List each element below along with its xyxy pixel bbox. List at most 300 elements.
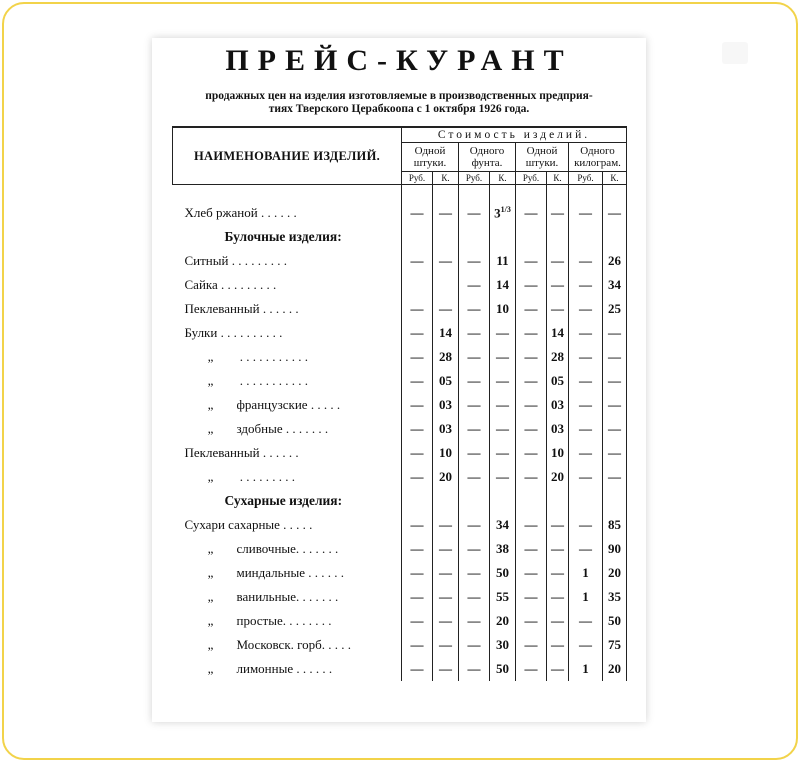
price-value: — (551, 205, 564, 220)
item-name-cell (173, 249, 402, 273)
price-cell (547, 609, 569, 633)
price-value: 10 (496, 301, 509, 316)
price-cell (603, 633, 627, 657)
leader-dots: . . . . . . . (289, 613, 332, 628)
price-value: — (496, 349, 509, 364)
price-value: — (524, 637, 538, 652)
price-cell (490, 537, 516, 561)
price-cell (516, 345, 547, 369)
item-name-cell (173, 369, 402, 393)
table-row (173, 609, 627, 633)
empty-cell (490, 225, 516, 249)
empty-cell (433, 489, 459, 513)
leader-dots: . . . . . (283, 517, 313, 532)
price-value: — (524, 349, 538, 364)
price-value: — (410, 253, 424, 268)
ditto-mark: „ (207, 565, 214, 580)
item-name-cell (173, 321, 402, 345)
price-value: — (410, 349, 424, 364)
price-value: 11 (496, 253, 509, 268)
price-cell (490, 249, 516, 273)
price-value: — (579, 205, 592, 220)
price-value: — (524, 661, 538, 676)
price-value: — (467, 541, 481, 556)
price-cell (547, 393, 569, 417)
price-value: 20 (551, 469, 564, 484)
table-row (173, 657, 627, 681)
price-cell (433, 609, 459, 633)
price-cell (459, 201, 490, 225)
price-cell (490, 633, 516, 657)
price-cell (433, 561, 459, 585)
price-cell (603, 201, 627, 225)
price-value: 1 (582, 565, 589, 580)
price-value: — (524, 277, 538, 292)
table-row (173, 369, 627, 393)
price-value: — (551, 661, 564, 676)
price-value: — (551, 277, 564, 292)
price-value: 25 (608, 301, 621, 316)
price-value: — (496, 325, 509, 340)
price-value: — (467, 445, 481, 460)
price-cell (433, 249, 459, 273)
price-value: — (551, 301, 564, 316)
item-name: сливочные. (236, 541, 300, 556)
price-cell (433, 513, 459, 537)
price-value: — (608, 205, 621, 220)
ditto-mark: „ (207, 349, 214, 364)
item-name: Сухари сахарные (184, 517, 280, 532)
price-cell (459, 465, 490, 489)
leader-dots: . . . . . . . . . . . (239, 349, 308, 364)
price-cell (569, 513, 603, 537)
price-cell (402, 201, 433, 225)
price-value: — (551, 637, 564, 652)
price-cell (569, 393, 603, 417)
ditto-mark: „ (207, 469, 214, 484)
empty-cell (459, 225, 490, 249)
price-cell (603, 465, 627, 489)
price-value: — (524, 205, 538, 220)
item-name: Ситный (184, 253, 229, 268)
price-cell (459, 441, 490, 465)
table-row (173, 513, 627, 537)
price-value: — (467, 301, 481, 316)
price-cell (603, 441, 627, 465)
header-currency-rub: Руб. (459, 172, 490, 185)
price-cell (433, 537, 459, 561)
price-cell (490, 297, 516, 321)
table-row (173, 417, 627, 441)
ditto-mark: „ (207, 661, 214, 676)
price-cell (490, 273, 516, 297)
empty-cell (459, 489, 490, 513)
price-cell (459, 537, 490, 561)
price-value: — (439, 589, 452, 604)
price-value: — (467, 589, 481, 604)
leader-dots: . . . . . . . . . (239, 469, 295, 484)
price-cell (459, 345, 490, 369)
price-value: — (410, 205, 424, 220)
price-value: 10 (551, 445, 564, 460)
price-cell (433, 345, 459, 369)
price-value: — (496, 421, 509, 436)
price-value: — (524, 253, 538, 268)
leader-dots: . . . . . . (262, 445, 299, 460)
item-name-cell (173, 417, 402, 441)
price-value: 50 (608, 613, 621, 628)
price-cell (547, 345, 569, 369)
leader-dots: . . . . . . . (285, 421, 329, 436)
price-value: — (579, 349, 592, 364)
item-name-cell (173, 441, 402, 465)
empty-cell (490, 489, 516, 513)
price-value: 28 (439, 349, 452, 364)
price-value: — (524, 301, 538, 316)
fraction-value: 1/3 (500, 204, 511, 214)
price-cell (433, 369, 459, 393)
header-currency-kop: К. (603, 172, 627, 185)
price-cell (433, 201, 459, 225)
price-value: — (467, 421, 481, 436)
price-cell (569, 201, 603, 225)
price-value: — (410, 661, 424, 676)
price-value: — (467, 349, 481, 364)
price-cell (459, 513, 490, 537)
price-cell (547, 585, 569, 609)
item-name: ванильные. (236, 589, 300, 604)
price-cell (603, 345, 627, 369)
price-cell (433, 393, 459, 417)
section-heading: Булочные изделия: (224, 229, 342, 244)
price-cell (402, 465, 433, 489)
price-cell (516, 585, 547, 609)
price-value: — (579, 637, 592, 652)
price-cell (569, 345, 603, 369)
faint-corner-mark (722, 42, 748, 64)
price-value: 30 (496, 637, 509, 652)
price-value: 50 (496, 565, 509, 580)
item-name-cell (173, 609, 402, 633)
price-cell (516, 273, 547, 297)
price-cell (547, 297, 569, 321)
price-value: — (524, 469, 538, 484)
table-row (173, 561, 627, 585)
price-value: — (496, 373, 509, 388)
price-cell (516, 369, 547, 393)
price-cell (569, 585, 603, 609)
price-value: — (410, 565, 424, 580)
price-cell (516, 201, 547, 225)
leader-dots: . . . . . . (302, 541, 339, 556)
price-cell (433, 657, 459, 681)
price-value: — (467, 613, 481, 628)
price-cell (569, 561, 603, 585)
empty-cell (433, 225, 459, 249)
price-cell (569, 417, 603, 441)
subtitle-line-1: продажных цен на изделия изготовляемые в производственных предприя- (205, 90, 593, 102)
price-cell (402, 417, 433, 441)
header-unit-pound: Одного фунта. (459, 143, 516, 172)
price-cell (459, 393, 490, 417)
ditto-mark: „ (207, 637, 214, 652)
price-cell (490, 369, 516, 393)
price-value: — (524, 517, 538, 532)
price-cell (490, 441, 516, 465)
price-value: — (608, 349, 621, 364)
price-cell (402, 273, 433, 297)
price-value: — (579, 325, 592, 340)
price-value: 1 (582, 589, 589, 604)
price-cell (433, 585, 459, 609)
price-cell (402, 441, 433, 465)
item-name: французские (236, 397, 308, 412)
price-value: — (524, 445, 538, 460)
price-value: 20 (439, 469, 452, 484)
table-row (173, 441, 627, 465)
price-value: — (467, 397, 481, 412)
empty-cell (547, 489, 569, 513)
price-cell (547, 201, 569, 225)
price-value: — (608, 469, 621, 484)
item-name: Московск. горб. (236, 637, 326, 652)
price-value: — (467, 205, 481, 220)
table-row (173, 297, 627, 321)
price-cell (433, 273, 459, 297)
price-cell (490, 201, 516, 225)
empty-cell (603, 225, 627, 249)
price-cell (433, 465, 459, 489)
price-cell (516, 537, 547, 561)
item-name: Булки (184, 325, 218, 340)
item-name-cell (173, 657, 402, 681)
header-name-column: НАИМЕНОВАНИЕ ИЗДЕЛИЙ. (173, 127, 402, 185)
header-currency-kop: К. (547, 172, 569, 185)
price-cell (402, 609, 433, 633)
leader-dots: . . . . . . . . . (221, 277, 277, 292)
price-cell (459, 321, 490, 345)
document-title: ПРЕЙС-КУРАНТ (225, 44, 573, 77)
item-name: простые. (236, 613, 286, 628)
price-value: — (524, 613, 538, 628)
price-cell (433, 417, 459, 441)
price-cell (547, 561, 569, 585)
header-currency-kop: К. (433, 172, 459, 185)
price-value: — (410, 469, 424, 484)
price-cell (516, 249, 547, 273)
price-cell (402, 537, 433, 561)
item-name: лимонные (236, 661, 294, 676)
price-cell (402, 369, 433, 393)
price-value: — (551, 613, 564, 628)
item-name-cell (173, 273, 402, 297)
price-value: — (467, 469, 481, 484)
price-cell (603, 393, 627, 417)
price-value: — (467, 565, 481, 580)
section-row (173, 225, 627, 249)
header-currency-rub: Руб. (402, 172, 433, 185)
price-value: 03 (551, 397, 564, 412)
price-cell (490, 585, 516, 609)
leader-dots: . . . . . . (262, 301, 299, 316)
price-cell (490, 561, 516, 585)
header-currency-rub: Руб. (516, 172, 547, 185)
price-value: — (579, 397, 592, 412)
price-value: 34 (496, 517, 509, 532)
price-cell (459, 657, 490, 681)
ditto-mark: „ (207, 373, 214, 388)
price-value: 03 (551, 421, 564, 436)
price-cell (569, 657, 603, 681)
price-value: — (410, 517, 424, 532)
price-value: — (410, 613, 424, 628)
price-value: — (410, 373, 424, 388)
price-value: — (524, 541, 538, 556)
item-name: здобные (236, 421, 283, 436)
price-value: 1 (582, 661, 589, 676)
price-cell (402, 249, 433, 273)
price-cell (547, 537, 569, 561)
price-value: — (551, 589, 564, 604)
price-value: — (551, 565, 564, 580)
header-unit-piece-2: Одной штуки. (516, 143, 569, 172)
leader-dots: . . . . . . . . . (231, 253, 287, 268)
ditto-mark: „ (207, 421, 214, 436)
price-value: 26 (608, 253, 621, 268)
price-cell (603, 369, 627, 393)
price-value: — (467, 373, 481, 388)
price-cell (402, 297, 433, 321)
price-cell (402, 513, 433, 537)
price-value: 55 (496, 589, 509, 604)
price-cell (433, 321, 459, 345)
leader-dots: . . . . . . . . . . (220, 325, 283, 340)
price-cell (603, 609, 627, 633)
price-cell (490, 657, 516, 681)
item-name-cell (173, 345, 402, 369)
price-cell (569, 321, 603, 345)
price-value: — (608, 421, 621, 436)
empty-cell (516, 489, 547, 513)
price-cell (402, 321, 433, 345)
price-value: 20 (496, 613, 509, 628)
price-value: — (524, 397, 538, 412)
empty-cell (402, 489, 433, 513)
price-value: — (439, 517, 452, 532)
header-unit-piece-1: Одной штуки. (402, 143, 459, 172)
leader-dots: . . . . . (310, 397, 341, 412)
price-value: — (551, 541, 564, 556)
empty-cell (516, 225, 547, 249)
price-value: — (439, 253, 452, 268)
price-value: — (524, 589, 538, 604)
price-cell (459, 609, 490, 633)
item-name-cell (173, 633, 402, 657)
price-cell (459, 561, 490, 585)
item-name: Сайка (184, 277, 218, 292)
price-cell (569, 465, 603, 489)
price-value: — (439, 637, 452, 652)
price-cell (433, 441, 459, 465)
price-cell (490, 345, 516, 369)
price-cell (569, 633, 603, 657)
price-cell (459, 273, 490, 297)
price-value: — (410, 421, 424, 436)
price-value: — (496, 469, 509, 484)
leader-dots: . . . . . . (260, 205, 297, 220)
price-cell (459, 417, 490, 441)
price-value: — (439, 301, 452, 316)
price-cell (516, 633, 547, 657)
header-currency-kop: К. (490, 172, 516, 185)
price-cell (569, 297, 603, 321)
price-value: 10 (439, 445, 452, 460)
price-cell (547, 657, 569, 681)
table-row (173, 201, 627, 225)
price-value: — (524, 325, 538, 340)
price-value: 50 (496, 661, 509, 676)
price-value: — (410, 301, 424, 316)
price-cell (603, 513, 627, 537)
price-cell (547, 321, 569, 345)
price-value: — (608, 325, 621, 340)
price-cell (433, 633, 459, 657)
price-cell (547, 633, 569, 657)
price-cell (459, 249, 490, 273)
document-page (152, 38, 646, 722)
table-row (173, 633, 627, 657)
price-cell (603, 297, 627, 321)
price-value: — (467, 253, 481, 268)
header-unit-kilogram: Одного килограм. (569, 143, 627, 172)
table-row (173, 345, 627, 369)
price-cell (547, 441, 569, 465)
item-name: Хлеб ржаной (184, 205, 258, 220)
price-value: 14 (496, 277, 509, 292)
item-name-cell (173, 465, 402, 489)
price-cell (516, 417, 547, 441)
price-cell (402, 345, 433, 369)
price-value: — (439, 661, 452, 676)
price-value: — (410, 637, 424, 652)
leader-dots: . . . . . . (302, 589, 339, 604)
price-value: — (551, 253, 564, 268)
price-value: — (496, 445, 509, 460)
price-cell (569, 537, 603, 561)
price-cell (547, 513, 569, 537)
price-cell (459, 369, 490, 393)
price-value: — (524, 421, 538, 436)
price-cell (433, 297, 459, 321)
price-value: — (608, 445, 621, 460)
price-value: — (524, 373, 538, 388)
price-value: 34 (608, 277, 621, 292)
price-value: 03 (439, 421, 452, 436)
section-row (173, 489, 627, 513)
price-cell (603, 657, 627, 681)
price-value: — (439, 613, 452, 628)
price-cell (569, 609, 603, 633)
price-value: — (579, 541, 592, 556)
price-cell (490, 321, 516, 345)
price-cell (569, 369, 603, 393)
price-cell (603, 585, 627, 609)
price-value: — (410, 325, 424, 340)
price-value: — (579, 517, 592, 532)
item-name: миндальные (236, 565, 306, 580)
table-row (173, 585, 627, 609)
price-table-body (173, 185, 627, 682)
